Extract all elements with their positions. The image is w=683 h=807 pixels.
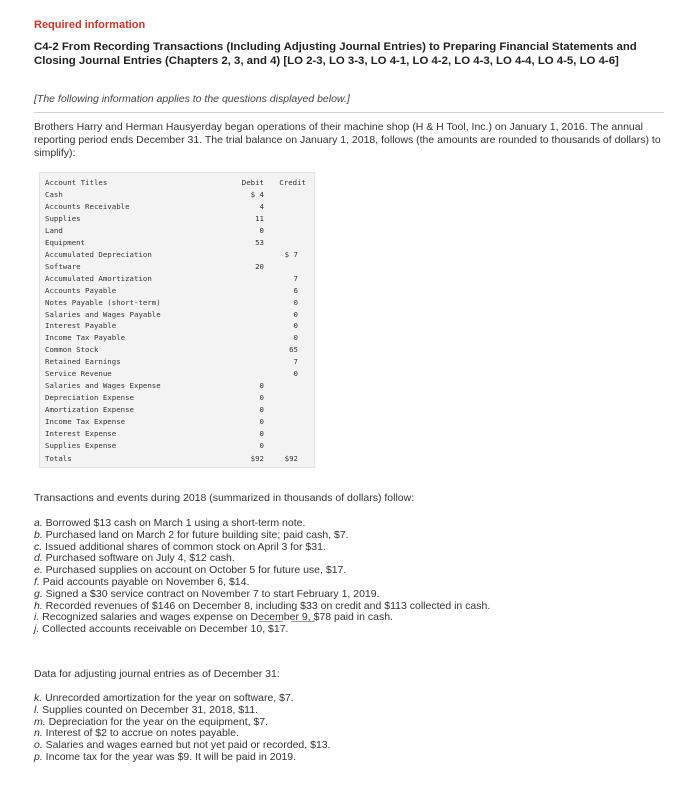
- adjustment-item: [34, 704, 258, 716]
- adjustment-item-text: Unrecorded amortization for the year on software, $7.: [42, 692, 294, 704]
- transaction-item-text: Collected accounts receivable on December 10, $17.: [39, 623, 289, 636]
- adjustment-item-letter: n.: [34, 727, 43, 740]
- account-title: Supplies: [45, 213, 81, 223]
- transaction-item: [34, 529, 349, 541]
- adjustment-item: [34, 716, 268, 728]
- adjustment-item-letter: k.: [34, 692, 43, 704]
- transaction-item-text: Purchased software on July 4, $12 cash.: [42, 552, 235, 565]
- account-title: Equipment: [45, 237, 86, 247]
- problem-title: C4-2 From Recording Transactions (Including Adjusting Journal Entries) to Preparing Financial Statements and Closing Journal Entries (Chapters 2, 3, and 4) [LO 2-3, LO 3-3, LO 4-1, LO 4-2, LO 4-3, LO 4-4, LO 4-5, LO 4-6]: [34, 41, 637, 67]
- trial-balance-row: [40, 273, 314, 284]
- transaction-item-letter: e.: [34, 564, 43, 577]
- debit-amount: 4: [259, 201, 264, 211]
- transaction-item-letter: f.: [34, 576, 40, 588]
- account-titles-header: Account Titles: [45, 178, 108, 187]
- totals-label: Totals: [45, 454, 72, 463]
- adjustment-item: [34, 727, 239, 739]
- transaction-item: [34, 611, 393, 623]
- trial-balance-row: [40, 332, 314, 343]
- transaction-item-letter: g.: [34, 587, 43, 600]
- debit-amount: 0: [259, 440, 264, 450]
- adjustment-item-letter: p.: [34, 751, 43, 763]
- account-title: Income Tax Expense: [45, 417, 126, 427]
- trial-balance-row: [40, 416, 314, 427]
- transaction-item-text: Recorded revenues of $146 on December 8, including $33 on credit and $113 collected in cash.: [42, 599, 491, 612]
- debit-amount: 20: [255, 261, 264, 271]
- transaction-item-letter: c.: [34, 540, 43, 553]
- debit-amount: $ 4: [250, 190, 264, 199]
- account-title: Salaries and Wages Payable: [45, 309, 161, 319]
- adjustment-item-letter: o.: [34, 739, 43, 752]
- trial-balance-row: [40, 392, 314, 403]
- debit-amount: 53: [255, 237, 264, 247]
- required-information-heading: Required information: [34, 19, 146, 31]
- transaction-item-text: Purchased land on March 2 for future building site; paid cash, $7.: [42, 528, 349, 541]
- totals-debit: $92: [250, 454, 264, 463]
- account-title: Cash: [45, 190, 63, 199]
- account-title: Land: [45, 225, 63, 235]
- problem-intro: Brothers Harry and Herman Hausyerday began operations of their machine shop (H & H Tool, Inc.) on January 1, 2016. The annual reporting period ends December 31. The trial balance on January 1, 2018, follows (the amounts are rounded to thousands of dollars) to simplify):: [34, 121, 661, 159]
- trial-balance-row: [40, 380, 314, 391]
- trial-balance-header-row: [40, 177, 314, 188]
- transaction-item: [34, 541, 326, 553]
- adjustment-item-text: Supplies counted on December 31, 2018, $11.: [39, 703, 258, 716]
- trial-balance-row: [40, 356, 314, 367]
- trial-balance-row: [40, 344, 314, 355]
- debit-amount: 0: [259, 393, 264, 403]
- account-title: Accounts Receivable: [45, 201, 130, 211]
- trial-balance-row: [40, 440, 314, 451]
- totals-row: [40, 453, 314, 464]
- credit-header: Credit: [279, 178, 306, 187]
- trial-balance-table: [39, 172, 315, 468]
- account-title: Notes Payable (short-term): [45, 297, 161, 307]
- account-title: Supplies Expense: [45, 440, 117, 450]
- divider: [34, 112, 664, 113]
- adjustment-item-letter: l.: [34, 703, 40, 716]
- account-title: Salaries and Wages Expense: [45, 381, 161, 391]
- trial-balance-row: [40, 297, 314, 308]
- transaction-item: [34, 588, 380, 600]
- transaction-item-letter: a.: [34, 517, 43, 529]
- applies-note: [The following information applies to the questions displayed below.]: [34, 93, 350, 105]
- account-title: Income Tax Payable: [45, 333, 126, 343]
- trial-balance-row: [40, 428, 314, 439]
- transactions-heading: Transactions and events during 2018 (summarized in thousands of dollars) follow:: [34, 492, 415, 504]
- account-title: Service Revenue: [45, 369, 112, 379]
- transaction-item: [34, 517, 305, 529]
- transaction-item: [34, 552, 235, 564]
- transaction-item-text: Issued additional shares of common stock on April 3 for $31.: [42, 540, 326, 553]
- adjustment-item-letter: m.: [34, 715, 46, 728]
- account-title: Retained Earnings: [45, 357, 121, 367]
- transaction-item-text: Paid accounts payable on November 6, $14.: [39, 576, 250, 588]
- trial-balance-row: [40, 237, 314, 248]
- trial-balance-row: [40, 404, 314, 415]
- debit-amount: 11: [255, 213, 264, 223]
- transaction-item-letter: d.: [34, 552, 43, 565]
- adjustment-item-text: Salaries and wages earned but not yet paid or recorded, $13.: [42, 739, 331, 752]
- transaction-item-text: Signed a $30 service contract on November 7 to start February 1, 2019.: [42, 587, 380, 600]
- credit-amount: 0: [293, 333, 298, 343]
- trial-balance-row: [40, 320, 314, 331]
- debit-amount: 0: [259, 225, 264, 235]
- transaction-item: [34, 623, 288, 635]
- trial-balance-row: [40, 368, 314, 379]
- transaction-item-letter: i.: [34, 611, 40, 624]
- credit-amount: $ 7: [284, 249, 298, 259]
- account-title: Accumulated Depreciation: [45, 249, 152, 259]
- transaction-item-letter: b.: [34, 528, 43, 541]
- transaction-item-letter: j.: [34, 623, 40, 636]
- debit-amount: 0: [259, 429, 264, 438]
- transaction-item: [34, 600, 490, 612]
- trial-balance-row: [40, 201, 314, 212]
- trial-balance-row: [40, 213, 314, 224]
- credit-amount: 0: [293, 369, 298, 379]
- trial-balance-row: [40, 249, 314, 260]
- adjustment-item: [34, 751, 296, 763]
- transaction-item-letter: h.: [34, 599, 43, 612]
- credit-amount: 0: [293, 297, 298, 307]
- debit-amount: 0: [259, 381, 264, 391]
- transaction-item-text: Purchased supplies on account on October 5 for future use, $17.: [42, 564, 347, 577]
- debit-header: Debit: [241, 178, 264, 187]
- transaction-item: [34, 576, 249, 588]
- adjusting-entries-heading: Data for adjusting journal entries as of December 31:: [34, 668, 280, 680]
- account-title: Interest Expense: [45, 429, 117, 438]
- adjustment-item-text: Interest of $2 to accrue on notes payable.: [42, 727, 239, 740]
- adjustment-item-text: Depreciation for the year on the equipment, $7.: [45, 715, 269, 728]
- debit-amount: 0: [259, 405, 264, 415]
- credit-amount: 7: [293, 273, 298, 283]
- transaction-item: [34, 564, 346, 576]
- account-title: Amortization Expense: [45, 405, 134, 415]
- credit-amount: 65: [289, 345, 298, 355]
- credit-amount: 7: [293, 357, 298, 367]
- adjustment-item: [34, 739, 331, 751]
- trial-balance-row: [40, 189, 314, 200]
- totals-credit: $92: [284, 454, 298, 463]
- debit-amount: 0: [259, 417, 264, 427]
- adjustment-item-text: Income tax for the year was $9. It will be paid in 2019.: [42, 751, 297, 763]
- credit-amount: 6: [293, 285, 298, 295]
- account-title: Common Stock: [45, 345, 99, 355]
- account-title: Accounts Payable: [45, 285, 117, 295]
- adjustment-item: [34, 692, 294, 704]
- trial-balance-row: [40, 225, 314, 236]
- account-title: Interest Payable: [45, 321, 117, 331]
- account-title: Depreciation Expense: [45, 393, 134, 403]
- trial-balance-row: [40, 309, 314, 320]
- account-title: Software: [45, 261, 81, 271]
- credit-amount: 0: [293, 309, 298, 319]
- transaction-item-text: Recognized salaries and wages expense on December 9, $78 paid in cash.: [39, 611, 393, 624]
- trial-balance-row: [40, 261, 314, 272]
- account-title: Accumulated Amortization: [45, 273, 152, 283]
- trial-balance-row: [40, 285, 314, 296]
- credit-amount: 0: [293, 321, 298, 331]
- transaction-item-text: Borrowed $13 cash on March 1 using a short-term note.: [42, 517, 306, 529]
